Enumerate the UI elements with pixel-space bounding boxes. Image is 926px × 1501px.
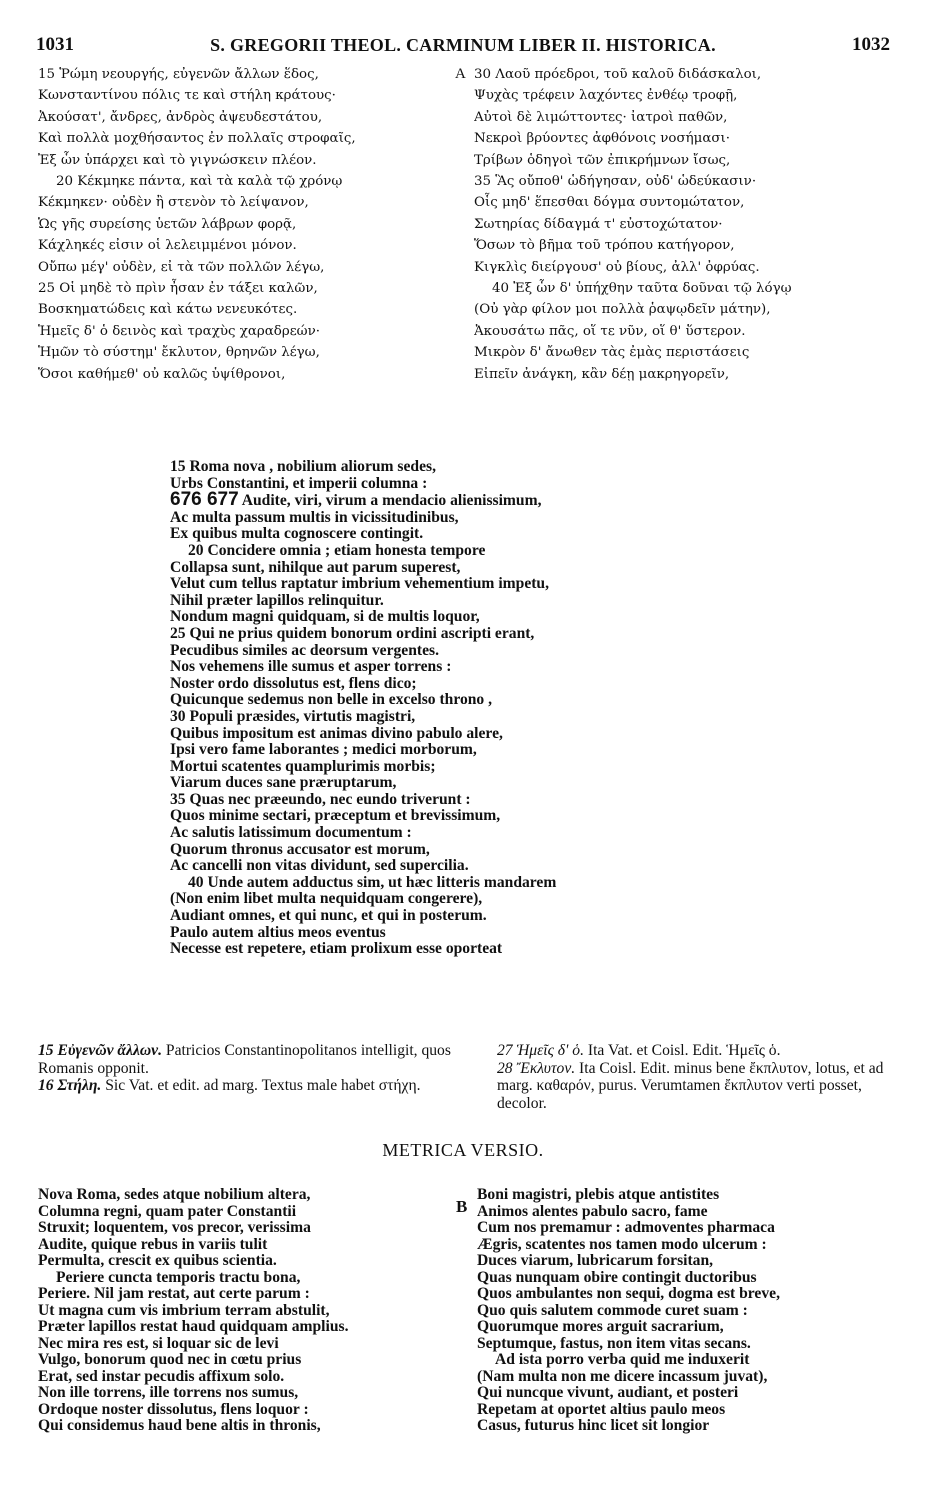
latin-line: Audiant omnes, et qui nunc, et qui in posterum. — [170, 907, 487, 925]
verse-line: Non ille torrens, ille torrens nos sumus, — [38, 1384, 299, 1401]
latin-translation — [170, 459, 770, 958]
verse-line: Periere. Nil jam restat, aut certe parum : — [38, 1285, 310, 1302]
footnote-text: Patricios Constantinopolitanos intelligit, quos Romanis opponit. — [38, 1042, 451, 1077]
running-head — [36, 34, 890, 60]
verse-line: Animos alentes pabulo sacro, fame — [477, 1202, 708, 1220]
greek-line: 15 Ῥώμη νεουργής, εὐγενῶν ἄλλων ἕδος, — [38, 67, 319, 82]
greek-line: (Οὐ γὰρ φίλον μοι πολλὰ ῥαψῳδεῖν μάτην), — [474, 302, 771, 318]
latin-line: Pecudibus similes ac deorsum vergentes. — [170, 641, 439, 659]
footnote-text: Ita Vat. et Coisl. Edit. Ἡμεῖς ὁ. — [583, 1042, 781, 1059]
verse-line: Septumque, fastus, non item vitas secans. — [477, 1334, 751, 1352]
verse-line: Qui nuncque vivunt, audiant, et posteri — [477, 1384, 739, 1401]
verse-line: Casus, futurus hinc licet sit longior — [477, 1417, 710, 1434]
greek-line: Μικρὸν δ' ἄνωθεν τὰς ἐμὰς περιστάσεις — [474, 345, 750, 361]
footnote — [38, 1042, 458, 1077]
latin-line: Velut cum tellus raptatur imbrium vehementium impetu, — [170, 575, 550, 593]
latin-line: Quorum thronus accusator est morum, — [170, 840, 430, 858]
greek-text-right-column — [474, 64, 894, 385]
latin-line: 20 Concidere omnia ; etiam honesta tempore — [188, 541, 486, 559]
footnote-lemma: 28 Ἔκλυτον. — [497, 1059, 576, 1077]
verse-line: Quas nunquam obire contingit ductoribus — [477, 1268, 757, 1286]
greek-line: Τρίβων ὁδηγοὶ τῶν ἐπικρήμνων ἴσως, — [474, 152, 731, 168]
latin-line: Mortui scatentes quamplurimis morbis; — [170, 757, 436, 775]
latin-line: Ipsi vero fame laborantes ; medici morborum, — [170, 741, 477, 759]
latin-line: Viarum duces sane præruptarum, — [170, 774, 397, 792]
verse-line: Præter lapillos restat haud quidquam amplius. — [38, 1318, 349, 1335]
latin-line: Quicunque sedemus non belle in excelso throno , — [170, 691, 493, 709]
greek-line: Κιγκλὶς διείργουσ' οὐ βίους, ἀλλ' ὀφρύας. — [474, 259, 760, 275]
greek-line: Σωτηρίας δίδαγμά τ' εὐστοχώτατον· — [474, 216, 723, 232]
greek-line: Ψυχὰς τρέφειν λαχόντες ἐνθέῳ τροφῇ, — [474, 88, 738, 104]
greek-line: Οὔπω μέγ' οὐδὲν, εἰ τὰ τῶν πολλῶν λέγω, — [38, 259, 325, 275]
verse-line: Permulta, crescit ex quibus scientia. — [38, 1252, 277, 1269]
greek-line: Καὶ πολλὰ μοχθήσαντος ἐν πολλαῖς στροφαῖς, — [38, 131, 356, 147]
metrical-version-right-column — [477, 1187, 897, 1435]
greek-line: 30 Λαοῦ πρόεδροι, τοῦ καλοῦ διδάσκαλοι, — [474, 67, 762, 82]
greek-line: Βοσκηματώδεις καὶ κάτω νενευκότες. — [38, 302, 298, 318]
greek-line: Κάχληκές εἰσιν οἱ λελειμμένοι μόνον. — [38, 238, 297, 254]
page-number-right: 1032 — [852, 34, 890, 55]
latin-line-text: Audite, viri, virum a mendacio alienissimum, — [241, 492, 542, 510]
verse-line: Periere cuncta temporis tractu bona, — [56, 1268, 301, 1286]
greek-line: 25 Οἱ μηδὲ τὸ πρὶν ἦσαν ἐν τάξει καλῶν, — [38, 281, 318, 297]
latin-line: Ex quibus multa cognoscere contingit. — [170, 525, 424, 543]
latin-line: Ac cancelli non vitas dividunt, sed supercilia. — [170, 857, 469, 875]
verse-line: Quorumque mores arguit sacrarium, — [477, 1318, 724, 1335]
footnote-text: Sic Vat. et edit. ad marg. Textus male habet στήχη. — [101, 1077, 421, 1094]
footnote — [497, 1060, 892, 1113]
footnote-lemma: 16 Στήλη. — [38, 1077, 102, 1094]
verse-line: Ut magna cum vis imbrium terram abstulit, — [38, 1301, 330, 1319]
footnote — [38, 1077, 458, 1095]
greek-line: Ἡμῶν τὸ σύστημ' ἔκλυτον, θρηνῶν λέγω, — [38, 345, 320, 361]
footnote-lemma: 15 Εὐγενῶν ἄλλων. — [38, 1042, 162, 1059]
verse-line: Audite, quique rebus in variis tulit — [38, 1235, 268, 1253]
latin-line: Quos minime sectari, præceptum et brevissimum, — [170, 807, 501, 825]
greek-line: Ἀκούσατ', ἄνδρες, ἀνδρὸς ἀψευδεστάτου, — [38, 109, 323, 125]
verse-line: Repetam at oportet altius paulo meos — [477, 1400, 726, 1418]
latin-line: Nondum magni quidquam, si de multis loquor, — [170, 608, 480, 626]
footnote-text: Ita Coisl. Edit. minus bene ἔκπλυτον, lotus, et ad marg. καθαρόν, purus. Verumtamen ἔκπλυτον verti posset, decolor. — [497, 1059, 884, 1112]
footnote-lemma: 27 Ἡμεῖς δ' ὁ. — [497, 1042, 584, 1059]
verse-line: Ordoque noster dissolutus, flens loquor : — [38, 1400, 309, 1418]
latin-line-with-column-numbers — [170, 489, 770, 511]
latin-line: 35 Quas nec præeundo, nec eundo triverunt : — [170, 790, 471, 808]
section-heading: METRICA VERSIO. — [382, 1140, 544, 1160]
greek-line: 20 Κέκμηκε πάντα, καὶ τὰ καλὰ τῷ χρόνῳ — [56, 174, 343, 190]
footnotes-left — [38, 1042, 458, 1095]
greek-line: Αὐτοὶ δὲ λιμώττοντες· ἰατροὶ παθῶν, — [474, 109, 728, 125]
verse-line: Nec mira res est, si loquar sic de levi — [38, 1334, 279, 1352]
greek-line: Νεκροὶ βρύοντες ἀφθόνοις νοσήμασι· — [474, 131, 731, 147]
greek-line: 35 Ἃς οὔποθ' ὡδήγησαν, οὐδ' ὡδεύκασιν· — [474, 174, 757, 190]
greek-line: Κέκμηκεν· οὐδὲν ἢ στενὸν τὸ λείψανον, — [38, 195, 309, 211]
latin-line: Urbs Constantini, et imperii columna : — [170, 474, 428, 492]
greek-line: Ὅσων τὸ βῆμα τοῦ τρόπου κατήγορον, — [474, 238, 735, 254]
column-numbers: 676 677 — [170, 489, 239, 511]
verse-line: Ad ista porro verba quid me induxerit — [495, 1351, 750, 1368]
verse-line: Cum nos premamur : admoventes pharmaca — [477, 1219, 775, 1236]
verse-line: Duces viarum, lubricarum forsitan, — [477, 1252, 714, 1269]
latin-line: Nihil præter lapillos relinquitur. — [170, 591, 384, 609]
greek-line: Ἐξ ὧν ὑπάρχει καὶ τὸ γιγνώσκειν πλέον. — [38, 152, 317, 168]
verse-line: Nova Roma, sedes atque nobilium altera, — [38, 1186, 311, 1203]
latin-line: 25 Qui ne prius quidem bonorum ordini ascripti erant, — [170, 624, 535, 642]
greek-line: 40 Ἐξ ὧν δ' ὑπήχθην ταῦτα δοῦναι τῷ λόγῳ — [492, 281, 792, 297]
verse-line: Ægris, scatentes nos tamen modo ulcerum : — [477, 1235, 767, 1253]
greek-text-left-column — [38, 64, 448, 385]
latin-line: 15 Roma nova , nobilium aliorum sedes, — [170, 458, 436, 475]
footnote — [497, 1042, 892, 1060]
latin-line: Noster ordo dissolutus est, flens dico; — [170, 674, 417, 692]
page-title: S. GREGORII THEOL. CARMINUM LIBER II. HISTORICA. — [210, 35, 716, 55]
greek-line: Ὡς γῆς συρείσης ὑετῶν λάβρων φορᾷ, — [38, 216, 297, 232]
verse-line: Qui considemus haud bene altis in thronis, — [38, 1417, 321, 1434]
verse-line: Quos ambulantes non sequi, dogma est breve, — [477, 1285, 780, 1302]
greek-line: Κωνσταντίνου πόλις τε καὶ στήλη κράτους· — [38, 88, 336, 104]
greek-line: Οἷς μηδ' ἕπεσθαι δόγμα συντομώτατον, — [474, 195, 745, 211]
footnotes-right — [497, 1042, 892, 1112]
verse-line: Boni magistri, plebis atque antistites — [477, 1186, 720, 1203]
greek-line: Ἀκουσάτω πᾶς, οἵ τε νῦν, οἵ θ' ὕστερον. — [474, 323, 746, 339]
column-marker-a: A — [455, 66, 466, 82]
verse-line: Erat, sed instar pecudis affixum solo. — [38, 1367, 285, 1385]
verse-line: Quo quis salutem commode curet suam : — [477, 1301, 748, 1319]
greek-line: Εἰπεῖν ἀνάγκη, κἂν δέῃ μακρηγορεῖν, — [474, 366, 730, 382]
latin-line: 30 Populi præsides, virtutis magistri, — [170, 707, 416, 725]
greek-line: Ὅσοι καθήμεθ' οὐ καλῶς ὑψίθρονοι, — [38, 366, 286, 382]
latin-line: Paulo autem altius meos eventus — [170, 923, 386, 941]
latin-line: Necesse est repetere, etiam prolixum esse oporteat — [170, 940, 503, 958]
latin-line: Nos vehemens ille sumus et asper torrens : — [170, 658, 452, 676]
latin-line: 40 Unde autem adductus sim, ut hæc litteris mandarem — [188, 873, 557, 891]
metrical-version-left-column — [38, 1187, 448, 1435]
verse-line: Struxit; loquentem, vos precor, verissima — [38, 1219, 311, 1236]
verse-line: (Nam multa non me dicere incassum juvat), — [477, 1367, 768, 1385]
latin-line: Ac salutis latissimum documentum : — [170, 824, 412, 842]
page-number-left: 1031 — [36, 34, 74, 55]
latin-line: Collapsa sunt, nihilque aut parum superest, — [170, 558, 461, 576]
latin-line: (Non enim libet multa nequidquam congerere), — [170, 890, 483, 908]
greek-line: Ἡμεῖς δ' ὁ δεινὸς καὶ τραχὺς χαραδρεών· — [38, 323, 320, 339]
latin-line: Ac multa passum multis in vicissitudinibus, — [170, 508, 459, 526]
verse-line: Vulgo, bonorum quod nec in cœtu prius — [38, 1351, 302, 1368]
latin-line: Quibus impositum est animas divino pabulo alere, — [170, 724, 503, 742]
column-marker-b: B — [456, 1197, 468, 1216]
verse-line: Columna regni, quam pater Constantii — [38, 1202, 297, 1220]
